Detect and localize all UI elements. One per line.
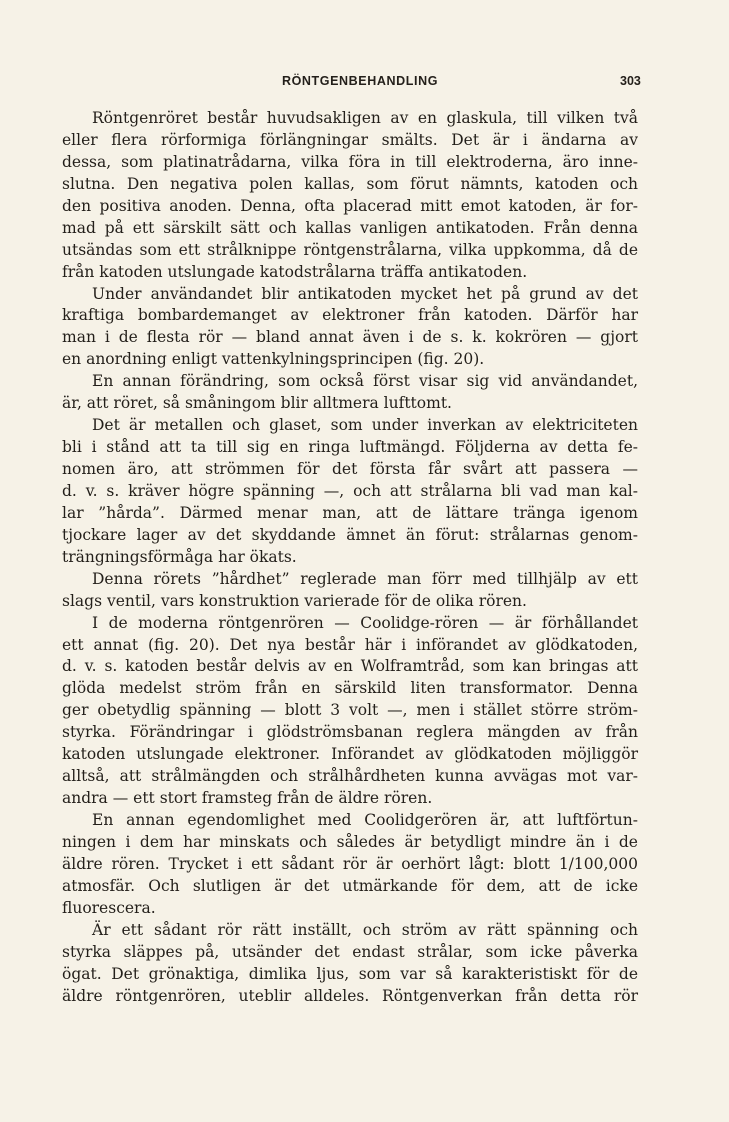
text-line: En annan förändring, som också först visar sig vid användandet, <box>92 372 638 391</box>
text-line: styrka släppes på, utsänder det endast strålar, som icke påverka <box>62 942 638 961</box>
text-line: Denna rörets ”hårdhet” reglerade man förr med tillhjälp av ett <box>92 569 638 588</box>
text-line: andra — ett stort framsteg från de äldre rören. <box>62 789 433 808</box>
text-line: slags ventil, vars konstruktion varierade för de olika rören. <box>62 591 527 610</box>
text-line: kraftiga bombardemanget av elektroner från katoden. Därför har <box>62 306 638 325</box>
text-line: Under användandet blir antikatoden mycket het på grund av det <box>92 284 638 303</box>
running-title: RÖNTGENBEHANDLING <box>281 74 439 88</box>
text-line: är, att röret, så småningom blir alltmera lufttomt. <box>62 394 452 413</box>
text-line: En annan egendomlighet med Coolidgerören är, att luftförtun- <box>92 811 638 829</box>
text-line: I de moderna röntgenrören — Coolidge-rören — är förhållandet <box>92 613 638 632</box>
text-line: utsändas som ett strålknippe röntgenstrålarna, vilka uppkomma, då de <box>62 240 638 259</box>
text-line: katoden utslungade elektroner. Införandet av glödkatoden möjliggör <box>62 745 638 764</box>
text-line: eller flera rörformiga förlängningar smälts. Det är i ändarna av <box>62 130 638 149</box>
text-line: fluorescera. <box>62 898 156 917</box>
text-line: äldre röntgenrören, uteblir alldeles. Röntgenverkan från detta rör <box>62 986 638 1005</box>
text-line: glöda medelst ström från en särskild liten transformator. Denna <box>62 679 638 698</box>
text-line: d. v. s. kräver högre spänning —, och att strålarna bli vad man kal- <box>62 481 638 500</box>
text-line: mad på ett särskilt sätt och kallas vanligen antikatoden. Från denna <box>62 218 638 237</box>
text-line: slutna. Den negativa polen kallas, som förut nämnts, katoden och <box>62 174 638 193</box>
page-number: 303 <box>620 74 641 88</box>
text-line: styrka. Förändringar i glödströmsbanan reglera mängden av från <box>62 723 638 742</box>
text-line: atmosfär. Och slutligen är det utmärkande för dem, att de icke <box>62 876 638 895</box>
text-line: Är ett sådant rör rätt inställt, och ström av rätt spänning och <box>92 920 638 939</box>
text-line: tjockare lager av det skyddande ämnet än förut: strålarnas genom- <box>62 525 638 544</box>
text-line: alltså, att strålmängden och strålhårdheten kunna avvägas mot var- <box>62 767 638 786</box>
body-text <box>62 108 638 1007</box>
text-line: en anordning enligt vattenkylningsprincipen (fig. 20). <box>62 350 485 369</box>
text-line: lar ”hårda”. Därmed menar man, att de lättare tränga igenom <box>62 503 638 522</box>
text-line: den positiva anoden. Denna, ofta placerad mitt emot katoden, är for- <box>62 196 638 215</box>
text-line: d. v. s. katoden består delvis av en Wolframtråd, som kan bringas att <box>62 657 638 676</box>
text-line: trängningsförmåga har ökats. <box>62 547 297 566</box>
text-line: bli i stånd att ta till sig en ringa luftmängd. Följderna av detta fe- <box>62 438 638 457</box>
running-head <box>60 74 729 94</box>
text-line: Det är metallen och glaset, som under inverkan av elektriciteten <box>92 416 638 435</box>
text-line: äldre rören. Trycket i ett sådant rör är oerhört lågt: blott 1/100,000 <box>62 854 638 873</box>
text-line: ningen i dem har minskats och således är betydligt mindre än i de <box>62 832 638 851</box>
text-line: dessa, som platinatrådarna, vilka föra in till elektroderna, äro inne- <box>62 152 638 171</box>
text-line: ger obetydlig spänning — blott 3 volt —, men i stället större ström- <box>62 701 638 720</box>
text-line: Röntgenröret består huvudsakligen av en glaskula, till vilken två <box>92 109 638 127</box>
text-line: ögat. Det grönaktiga, dimlika ljus, som var så karakteristiskt för de <box>62 964 638 983</box>
text-line: ett annat (fig. 20). Det nya består här i införandet av glödkatoden, <box>62 635 638 654</box>
text-line: nomen äro, att strömmen för det första får svårt att passera — <box>62 460 638 478</box>
text-line: man i de flesta rör — bland annat även i de s. k. kokrören — gjort <box>62 328 638 347</box>
text-line: från katoden utslungade katodstrålarna träffa antikatoden. <box>62 262 528 281</box>
